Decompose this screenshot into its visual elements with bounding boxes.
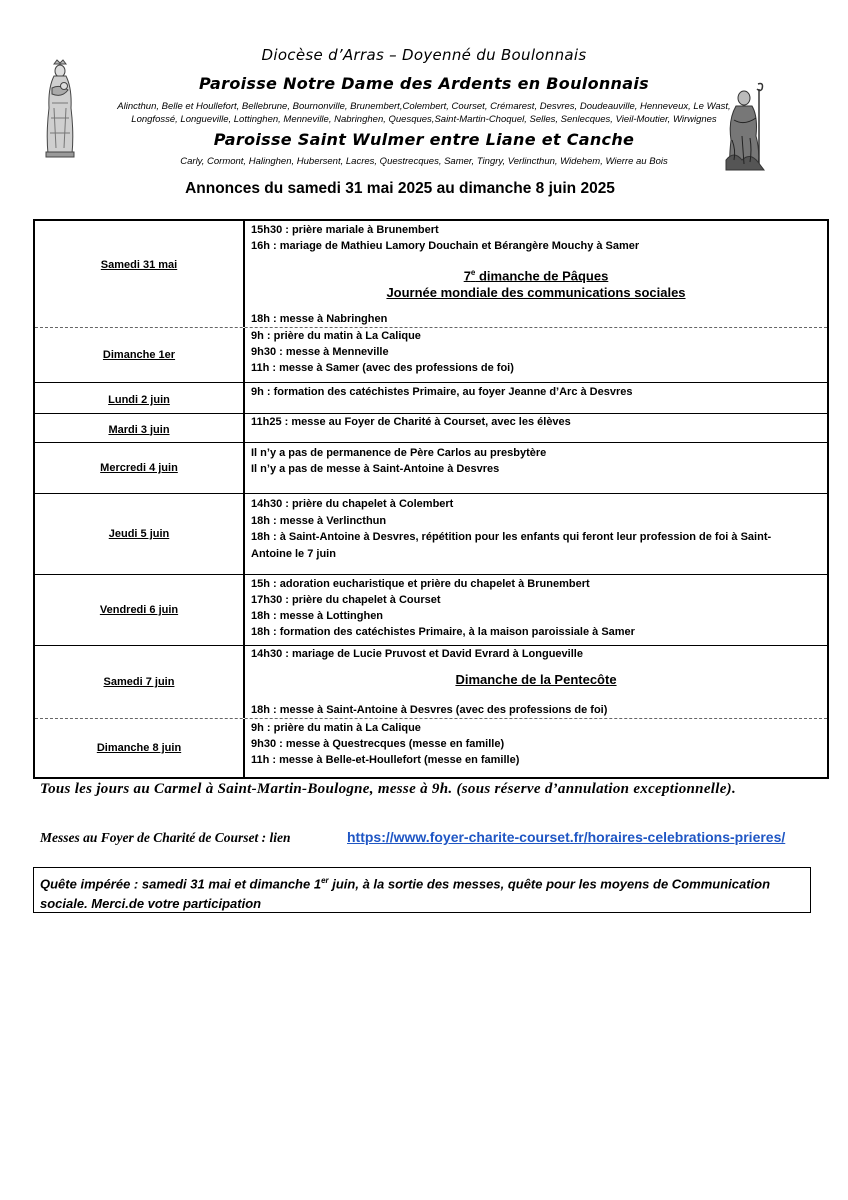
quete-notice-box xyxy=(33,867,811,913)
event-list xyxy=(251,445,821,477)
column-divider xyxy=(243,575,245,645)
event-item: 9h : prière du matin à La Calique xyxy=(251,330,421,342)
event-item: 9h30 : messe à Menneville xyxy=(251,346,389,358)
event-item: 9h : prière du matin à La Calique xyxy=(251,722,421,734)
table-row xyxy=(35,414,827,443)
villages-list-2: Carly, Cormont, Halinghen, Hubersent, Lacres, Questrecques, Samer, Tingry, Verlincthun, Widehem, Wierre au Bois xyxy=(180,156,668,167)
day-label: Samedi 31 mai xyxy=(100,259,178,271)
day-label: Lundi 2 juin xyxy=(108,394,170,406)
event-item: 9h : formation des catéchistes Primaire, au foyer Jeanne d’Arc à Desvres xyxy=(251,386,633,398)
day-label: Jeudi 5 juin xyxy=(108,528,170,540)
event-item: 15h : adoration eucharistique et prière du chapelet à Brunembert xyxy=(251,578,590,590)
villages-line-1: Alincthun, Belle et Houllefort, Bellebrune, Bournonville, Brunembert,Colembert, Courset, Crémarest, Desvres, Doudeauville, Henneveux, Le Wast, xyxy=(117,101,731,112)
column-divider xyxy=(243,383,245,413)
feast-number: 7 xyxy=(463,268,471,284)
event-list xyxy=(251,720,821,768)
quete-text-end: juin, à la sortie des messes, quête pour les moyens de Communication sociale. Merci.de votre participation xyxy=(40,876,771,912)
event-item: 9h30 : messe à Questrecques (messe en famille) xyxy=(251,738,505,750)
event-item: 18h : formation des catéchistes Primaire, à la maison paroissiale à Samer xyxy=(251,626,635,638)
column-divider xyxy=(243,328,245,382)
event-item: 11h : messe à Belle-et-Houllefort (messe en famille) xyxy=(251,754,520,766)
feast-line-1: dimanche de Pâques xyxy=(475,268,609,284)
schedule-table xyxy=(33,219,829,779)
paroisse-title-1: Paroisse Notre Dame des Ardents en Boulonnais xyxy=(199,74,649,93)
column-divider xyxy=(243,719,245,777)
event-item: 18h : messe à Saint-Antoine à Desvres (avec des professions de foi) xyxy=(251,704,608,716)
event-item: 16h : mariage de Mathieu Lamory Douchain et Bérangère Mouchy à Samer xyxy=(251,240,640,252)
event-list xyxy=(251,576,821,640)
table-row xyxy=(35,221,827,328)
quete-text-start: Quête impérée : samedi 31 mai et dimanche 1 xyxy=(40,876,322,892)
event-item: 18h : messe à Lottinghen xyxy=(251,610,384,622)
quete-sup: er xyxy=(321,876,329,885)
event-item: 17h30 : prière du chapelet à Courset xyxy=(251,594,441,606)
day-label: Mardi 3 juin xyxy=(108,423,170,436)
day-label: Samedi 7 juin xyxy=(103,676,175,688)
table-row xyxy=(35,646,827,719)
event-item: 14h30 : prière du chapelet à Colembert xyxy=(251,498,454,510)
carmel-notice: Tous les jours au Carmel à Saint-Martin-Boulogne, messe à 9h. (sous réserve d’annulation exceptionnelle). xyxy=(40,781,737,797)
foyer-notice: Messes au Foyer de Charité de Courset : lien xyxy=(40,830,291,845)
event-item: 15h30 : prière mariale à Brunembert xyxy=(251,224,439,236)
column-divider xyxy=(243,494,245,574)
table-row xyxy=(35,383,827,414)
day-label: Vendredi 6 juin xyxy=(99,604,179,616)
table-row xyxy=(35,575,827,646)
column-divider xyxy=(243,646,245,718)
event-item: Il n’y a pas de permanence de Père Carlos au presbytère xyxy=(251,447,547,459)
feast-subtitle: Journée mondiale des communications sociales xyxy=(386,285,686,300)
event-item: 11h25 : messe au Foyer de Charité à Courset, avec les élèves xyxy=(251,416,571,428)
event-item: 14h30 : mariage de Lucie Pruvost et David Evrard à Longueville xyxy=(251,648,583,660)
feast-sup: e xyxy=(470,268,476,277)
villages-line-2: Longfossé, Longueville, Lottinghen, Menneville, Nabringhen, Quesques,Saint-Martin-Choquel, Selles, Senlecques, Vieil-Moutier, Wirwignes xyxy=(131,114,717,125)
column-divider xyxy=(243,221,245,327)
event-list xyxy=(251,328,821,376)
event-item: 18h : à Saint-Antoine à Desvres, répétition pour les enfants qui feront leur profession de foi à Saint- xyxy=(251,531,772,543)
event-item: 18h : messe à Verlincthun xyxy=(251,514,387,527)
villages-list-1 xyxy=(80,100,768,126)
event-item: Antoine le 7 juin xyxy=(251,547,336,560)
event-item: Il n’y a pas de messe à Saint-Antoine à Desvres xyxy=(251,463,500,475)
event-list xyxy=(251,496,821,562)
event-item: 11h : messe à Samer (avec des professions de foi) xyxy=(251,362,514,374)
table-row xyxy=(35,719,827,777)
day-label: Dimanche 1er xyxy=(102,349,176,361)
event-list xyxy=(251,222,821,254)
paroisse-title-2: Paroisse Saint Wulmer entre Liane et Canche xyxy=(213,130,635,149)
column-divider xyxy=(243,414,245,442)
diocese-title: Diocèse d’Arras – Doyenné du Boulonnais xyxy=(261,46,587,64)
day-label: Dimanche 8 juin xyxy=(96,742,182,754)
feast-title: Dimanche de la Pentecôte xyxy=(455,672,617,687)
table-row xyxy=(35,494,827,575)
table-row xyxy=(35,443,827,494)
day-label: Mercredi 4 juin xyxy=(100,462,178,474)
event-item: 18h : messe à Nabringhen xyxy=(251,313,388,325)
column-divider xyxy=(243,443,245,493)
foyer-link[interactable]: https://www.foyer-charite-courset.fr/horaires-celebrations-prieres/ xyxy=(347,829,786,845)
announcements-title: Annonces du samedi 31 mai 2025 au dimanche 8 juin 2025 xyxy=(185,180,615,197)
table-row xyxy=(35,328,827,383)
